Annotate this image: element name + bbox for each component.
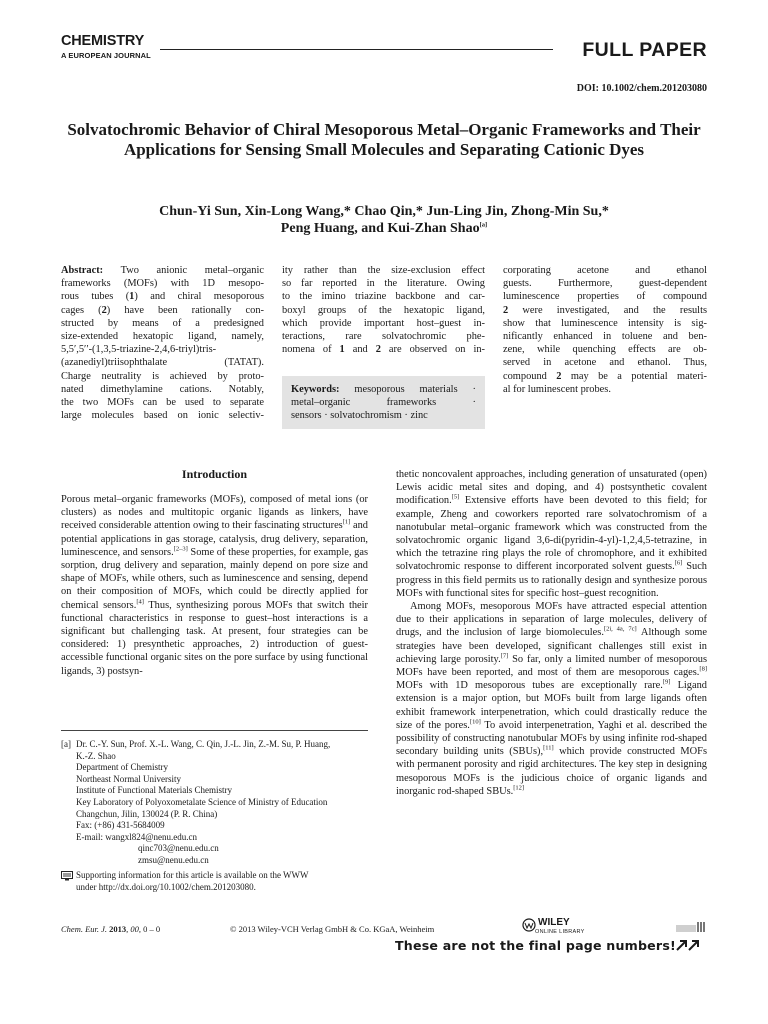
compound-ref: 2	[503, 304, 509, 316]
abstract-text: were investigated, and the results	[508, 304, 707, 316]
abstract-text: nomena of	[282, 344, 340, 356]
keywords	[291, 383, 476, 423]
supporting-info-note	[76, 870, 366, 893]
body-text: Ligand extension is a major option, but MOFs built from large ligands often exhibit framework interpenetration, which could drastically reduce the size of the pores.	[396, 680, 708, 731]
citation[interactable]: [2–3]	[173, 545, 188, 553]
body-text: and potential applications in gas storage, catalysis, drug delivery, separation, luminescence, and sensors.	[61, 520, 368, 558]
abstract-text: corporating acetone and ethanol	[503, 265, 707, 276]
paragraph	[396, 468, 707, 600]
abstract-text: Charge neutrality is achieved by proto-	[61, 370, 264, 382]
copyright: © 2013 Wiley-VCH Verlag GmbH & Co. KGaA, Weinheim	[230, 924, 435, 934]
citation[interactable]: [5]	[451, 493, 460, 501]
supporting-info-link[interactable]: under http://dx.doi.org/10.1002/chem.201203080.	[76, 881, 256, 892]
body-text: Porous metal–organic frameworks (MOFs), composed of metal ions (or clusters) as nodes and multitopic organic ligands as linkers, have received considerable attention owing to their fascinating structures	[61, 494, 368, 532]
citation[interactable]: [1]	[342, 518, 351, 526]
citation[interactable]: [2i, 4a, 7c]	[603, 625, 637, 633]
footnote-line: Department of Chemistry	[76, 762, 168, 773]
footer-citation: Chem. Eur. J. 2013, 00, 0 – 0	[61, 924, 161, 934]
abstract-column-1	[61, 264, 264, 422]
body-text: Some of these properties, for example, gas sorption, drug delivery and separation, mainly depend on pore size and shape of MOFs, while others, such as luminescence and sensing, depend on their composition of MOFs, which could be directly applied for chemical sensors.	[61, 546, 368, 611]
footnote-line: Changchun, Jilin, 130024 (P. R. China)	[76, 808, 218, 819]
footnote-mark: [a]	[61, 739, 71, 749]
body-text: Thus, synthesizing porous MOFs that switch their functional characteristics in response to guest–host interactions is a significant but challenging task. At present, four strategies can be considered: 1) presynthetic approaches, 2) introduction of guest-accessible functional organic sites on the pore surface by using functional ligands, 3) postsyn-	[61, 599, 368, 677]
wiley-subtitle: ONLINE LIBRARY	[535, 929, 585, 935]
footnote-email[interactable]: qinc703@nenu.edu.cn	[138, 843, 219, 854]
wiley-wordmark: WILEY	[538, 917, 570, 928]
author-line-1: Chun-Yi Sun, Xin-Long Wang,* Chao Qin,* Jun-Ling Jin, Zhong-Min Su,*	[159, 204, 609, 219]
paper-type: FULL PAPER	[582, 39, 707, 61]
footnote-line: Institute of Functional Materials Chemistry	[76, 785, 232, 796]
footnote-line: Key Laboratory of Polyoxometalate Science of Ministry of Education	[76, 796, 328, 807]
abstract-text: which provide important host–guest in-	[282, 317, 485, 329]
abstract-text: nificantly enhanced in toluene and ben-	[503, 331, 707, 343]
footnote-email[interactable]: E-mail: wangxl824@nenu.edu.cn	[76, 831, 198, 842]
article-title: Solvatochromic Behavior of Chiral Mesoporous Metal–Organic Frameworks and Their Applications for Sensing Small Molecules and Separating Cationic Dyes	[67, 120, 701, 159]
abstract-text: cages (	[61, 304, 102, 316]
body-text: MOFs with 1D mesoporous tubes are exceptionally rare.	[396, 680, 663, 692]
abstract-text: served in acetone and ethanol. Thus,	[503, 357, 707, 369]
abstract-text: ) and chiral mesoporous	[134, 291, 264, 303]
body-text: To avoid interpenetration, Yaghi et al. described the possibility of constructing nanotubular MOFs by using infinite rod-shaped secondary building units (SBUs),	[396, 719, 707, 758]
body-column-2	[396, 468, 707, 798]
body-text: which provide constructed MOFs with permanent porosity and rigid architectures. The key step in designing mesoporous MOFs is the judicious choice of organic ligands and inorganic rod-shaped SBUs.	[396, 746, 707, 797]
section-heading: Introduction	[181, 467, 248, 481]
citation-pages: 0 – 0	[143, 924, 161, 934]
footnote-line: Fax: (+86) 431-5684009	[76, 820, 165, 831]
compound-ref: 2	[101, 304, 107, 316]
abstract-text: 5,5′,5′′-(1,3,5-triazine-2,4,6-triyl)tris-	[61, 344, 217, 356]
abstract-text: luminescence properties of compound	[503, 291, 707, 303]
keywords-label: Keywords:	[291, 384, 340, 395]
citation[interactable]: [7]	[500, 652, 509, 660]
keywords-text: mesoporous materials ·	[339, 384, 476, 395]
abstract-text: frameworks (MOFs) with 1D mesopo-	[61, 278, 264, 290]
citation[interactable]: [12]	[513, 784, 525, 792]
doi[interactable]: DOI: 10.1002/chem.201203080	[576, 83, 707, 94]
body-text: thetic noncovalent approaches, including generation of unsaturated (open) Lewis acidic metal sites and doping, and 4) postsynthetic covalent modification.	[396, 469, 707, 507]
abstract-text: structed by means of a predesigned	[61, 317, 264, 329]
abstract-text: zene, while quenching effects are ob-	[503, 344, 707, 356]
abstract-text: guests. Furthermore, guest-dependent	[503, 278, 707, 290]
abstract-text: al for luminescent probes.	[503, 383, 611, 395]
paragraph	[396, 600, 707, 798]
body-column-1	[61, 493, 368, 678]
keywords-text: sensors · solvatochromism · zinc	[291, 410, 428, 422]
paragraph	[61, 493, 368, 678]
abstract-text: show that luminescence intensity is sig-	[503, 317, 707, 329]
footnote-line: Dr. C.-Y. Sun, Prof. X.-L. Wang, C. Qin, J.-L. Jin, Z.-M. Su, P. Huang,	[76, 739, 331, 749]
citation-volume: 00	[130, 924, 139, 934]
abstract-text: ity rather than the size-exclusion effect	[282, 265, 485, 276]
abstract-text: compound	[503, 370, 557, 382]
abstract-text: (azanediyl)triisophthalate (TATAT).	[61, 357, 264, 369]
citation[interactable]: [6]	[674, 559, 683, 567]
journal-subtitle: A EUROPEAN JOURNAL	[61, 51, 151, 60]
abstract-text: teractions, rare solvatochromic phe-	[282, 331, 485, 343]
abstract-text: are observed on in-	[380, 344, 485, 356]
abstract-text: rous tubes (	[61, 291, 130, 303]
citation-year: 2013	[109, 924, 127, 934]
abstract-text: Two anionic metal–organic	[103, 265, 264, 276]
body-text: Extensive efforts have been devoted to this field; for example, Zheng and coworkers reported rare solvatochromism of a nanotubular metal–organic framework which was constructed from the solvatochromic organic ligand 3,6-di(pyridin-4-yl)-1,2,4,5-tetrazine, in which the tetrazine ring plays the role of chromophore, and it exhibited solvatochromic response to different incorporated solvent guests.	[396, 495, 707, 573]
citation[interactable]: [10]	[469, 718, 481, 726]
abstract-column-2	[282, 264, 485, 356]
page-number-bars	[676, 922, 706, 932]
footnote-line: Northeast Normal University	[76, 773, 181, 784]
abstract-text: boxyl groups of the hexatopic ligand,	[282, 304, 485, 316]
journal-abbr: Chem. Eur. J.	[61, 924, 108, 934]
abstract-text: may be a potential materi-	[561, 370, 708, 382]
citation[interactable]: [4]	[136, 598, 144, 606]
abstract-text: nated dimethylamine cations. Notably,	[61, 383, 264, 395]
body-text: Although some strategies have been developed, significant challenges still exist in achieving large porosity.	[396, 627, 707, 665]
abstract-label: Abstract:	[61, 265, 104, 276]
author-names: Peng Huang, and Kui-Zhan Shao	[280, 221, 480, 236]
affiliation-footnote	[61, 739, 368, 867]
abstract-text: so far reported in the literature. Owing	[282, 278, 485, 290]
compound-ref: 2	[375, 344, 381, 356]
citation[interactable]: [9]	[662, 678, 671, 686]
abstract-text: ) have been rationally con-	[106, 304, 264, 316]
compound-ref: 2	[556, 370, 562, 382]
abstract-text: size-extended hexatopic ligand, namely,	[61, 331, 264, 343]
header-rule	[160, 49, 553, 50]
footnote-email[interactable]: zmsu@nenu.edu.cn	[138, 854, 209, 865]
footnote-line: Supporting information for this article is available on the WWW	[76, 870, 309, 880]
journal-name: CHEMISTRY	[61, 33, 145, 49]
computer-screen-icon	[61, 871, 73, 881]
footnote-rule	[61, 730, 368, 731]
double-arrow-icon	[675, 938, 705, 952]
footnote-line: K.-Z. Shao	[76, 750, 116, 761]
abstract-column-3	[503, 264, 707, 396]
page-number-notice: These are not the final page numbers!	[395, 938, 676, 953]
body-text: So far, only a limited number of mesoporous MOFs have been reported, and most of them are mesoporous cages.	[396, 653, 707, 679]
author-line-2	[60, 220, 708, 237]
abstract-text: the two MOFs can be used to separate	[61, 397, 264, 409]
keywords-text: metal–organic frameworks ·	[291, 397, 476, 409]
body-text: Such progress in this field permits us to rationally design and synthesize porous MOFs with functional sites for specific host–guest recognition.	[396, 561, 707, 599]
affiliation-mark: [a]	[479, 221, 488, 229]
citation[interactable]: [8]	[699, 665, 707, 673]
compound-ref: 1	[129, 291, 135, 303]
author-list	[60, 203, 708, 237]
citation[interactable]: [11]	[543, 744, 554, 752]
body-text: Among MOFs, mesoporous MOFs have attracted especial attention due to their applications in separation of large molecules, delivery of drugs, and the inclusion of large biomolecules.	[396, 601, 707, 639]
abstract-text: and	[344, 344, 376, 356]
compound-ref: 1	[339, 344, 345, 356]
abstract-text: large molecules based on ionic selectiv-	[61, 410, 264, 422]
abstract-text: to the imino triazine backbone and car-	[282, 291, 485, 303]
